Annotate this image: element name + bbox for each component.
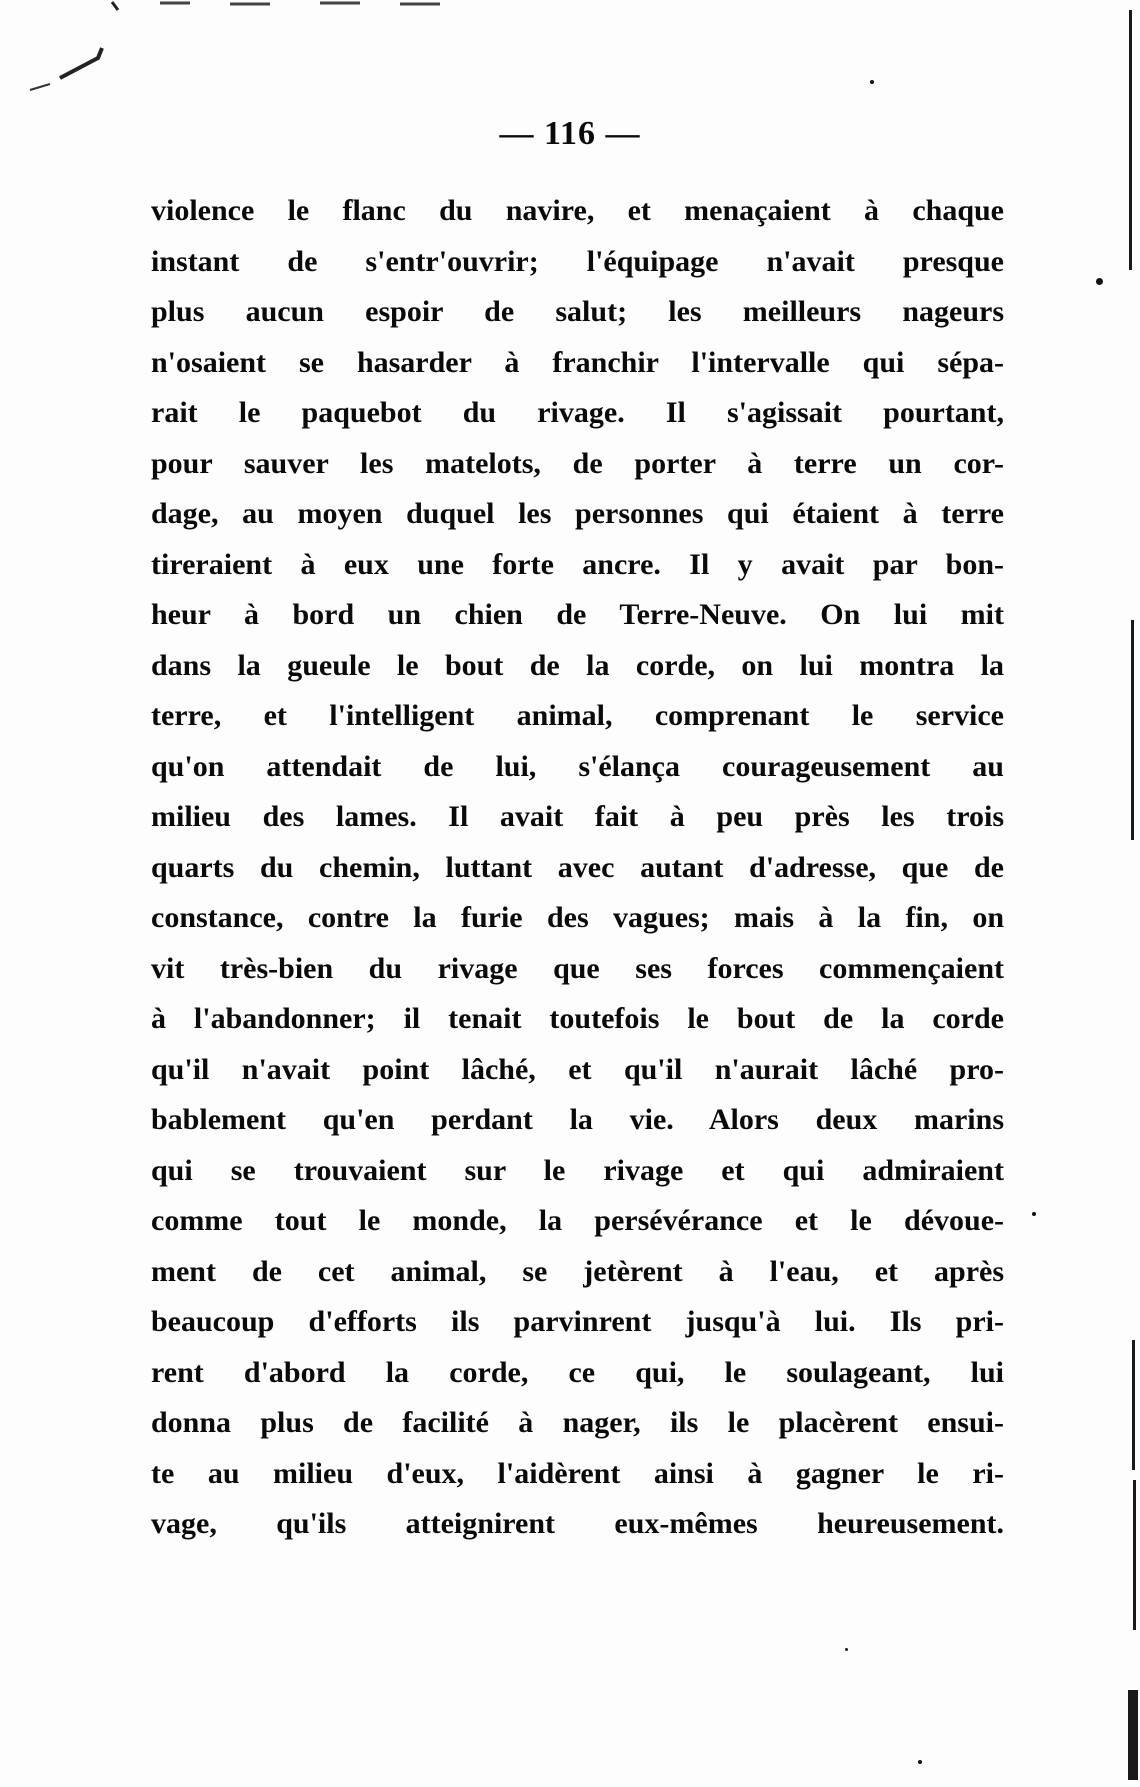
text-line: à l'abandonner; il tenait toutefois le bout de la corde <box>151 1002 1004 1035</box>
scan-artifact-top-left <box>0 0 140 110</box>
ink-dot <box>1096 278 1103 285</box>
text-line: violence le flanc du navire, et menaçaient à chaque <box>151 194 1004 227</box>
text-line: plus aucun espoir de salut; les meilleurs nageurs <box>151 295 1004 328</box>
ink-dot <box>918 1760 922 1764</box>
text-line: donna plus de facilité à nager, ils le placèrent ensui- <box>151 1406 1004 1439</box>
page-edge-shadow <box>1131 620 1134 840</box>
text-line: dans la gueule le bout de la corde, on lui montra la <box>151 648 1004 682</box>
text-line: comme tout le monde, la persévérance et le dévoue- <box>151 1204 1004 1237</box>
text-line: vage, qu'ils atteignirent eux-mêmes heureusement. <box>151 1507 1004 1540</box>
scan-artifact-top-edge <box>150 0 450 8</box>
page-number: — 116 — <box>499 115 641 152</box>
text-line: milieu des lames. Il avait fait à peu près les trois <box>151 800 1004 833</box>
text-line: terre, et l'intelligent animal, comprenant le service <box>151 699 1004 732</box>
text-line: quarts du chemin, luttant avec autant d'adresse, que de <box>151 850 1004 884</box>
text-line: tireraient à eux une forte ancre. Il y avait par bon- <box>151 547 1004 581</box>
text-line: heur à bord un chien de Terre-Neuve. On lui mit <box>151 598 1004 631</box>
text-line: dage, au moyen duquel les personnes qui étaient à terre <box>151 497 1004 530</box>
page-edge-shadow <box>1132 1340 1135 1470</box>
body-text <box>151 186 1004 1550</box>
text-line: qu'on attendait de lui, s'élança courageusement au <box>151 749 1004 783</box>
text-line: vit très-bien du rivage que ses forces commençaient <box>151 951 1004 985</box>
text-line: beaucoup d'efforts ils parvinrent jusqu'à lui. Ils pri- <box>151 1305 1004 1338</box>
text-line: qu'il n'avait point lâché, et qu'il n'aurait lâché pro- <box>151 1052 1004 1086</box>
text-line: constance, contre la furie des vagues; mais à la fin, on <box>151 901 1004 934</box>
text-line: rent d'abord la corde, ce qui, le soulageant, lui <box>151 1355 1004 1389</box>
page-edge-shadow <box>1128 1690 1138 1780</box>
text-line: pour sauver les matelots, de porter à terre un cor- <box>151 446 1004 480</box>
ink-dot <box>845 1648 848 1651</box>
ink-dot <box>870 80 874 84</box>
text-line: qui se trouvaient sur le rivage et qui admiraient <box>151 1153 1004 1187</box>
text-line: bablement qu'en perdant la vie. Alors deux marins <box>151 1103 1004 1136</box>
text-line: n'osaient se hasarder à franchir l'intervalle qui sépa- <box>151 345 1004 379</box>
page-edge-shadow <box>1133 1480 1136 1630</box>
text-line: te au milieu d'eux, l'aidèrent ainsi à gagner le ri- <box>151 1456 1004 1490</box>
ink-dot <box>1032 1212 1036 1216</box>
text-line: instant de s'entr'ouvrir; l'équipage n'avait presque <box>151 244 1004 278</box>
text-line: ment de cet animal, se jetèrent à l'eau, et après <box>151 1254 1004 1288</box>
text-line: rait le paquebot du rivage. Il s'agissait pourtant, <box>151 396 1004 429</box>
